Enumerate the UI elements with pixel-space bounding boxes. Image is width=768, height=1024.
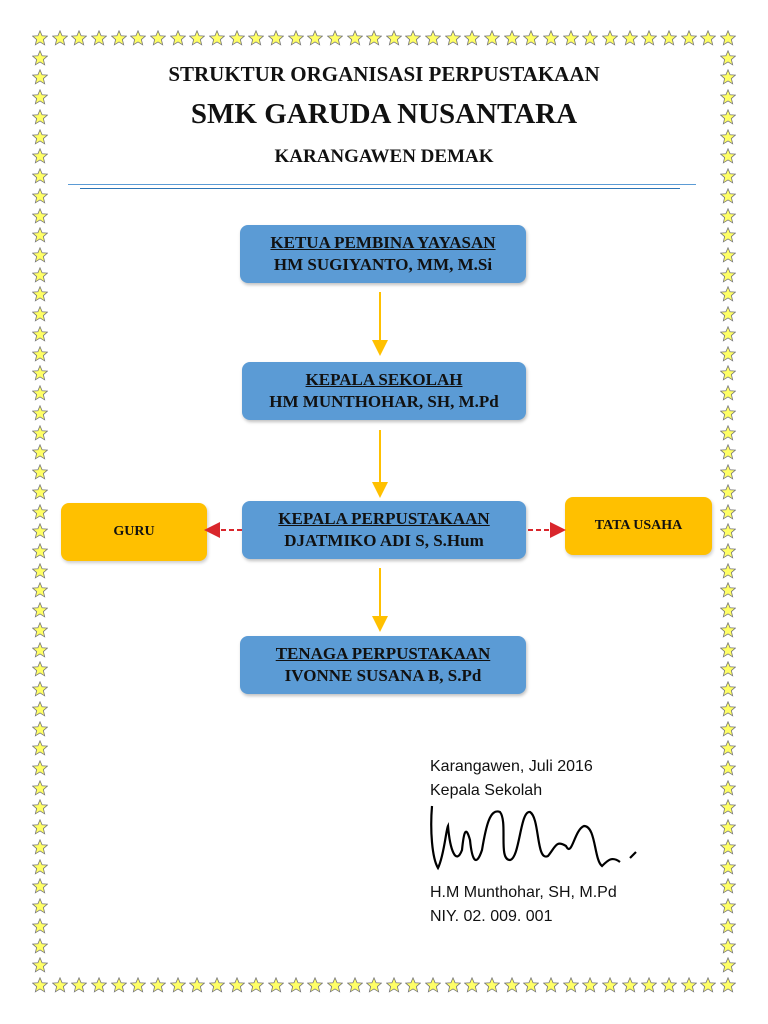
signature-mark (431, 806, 636, 868)
box-name: DJATMIKO ADI S, S.Hum (284, 531, 484, 550)
school-name: SMK GARUDA NUSANTARA (190, 98, 578, 130)
signature-name: H.M Munthohar, SH, M.Pd (430, 884, 617, 901)
box-title: TENAGA PERPUSTAKAAN (275, 644, 491, 663)
signature-role: Kepala Sekolah (430, 782, 543, 799)
box-name: IVONNE SUSANA B, S.Pd (284, 666, 482, 685)
signature-niy: NIY. 02. 009. 001 (430, 908, 553, 925)
box-title: KEPALA SEKOLAH (305, 370, 463, 389)
location: KARANGAWEN DEMAK (274, 146, 494, 167)
box-title: KETUA PEMBINA YAYASAN (270, 233, 496, 252)
box-name: HM SUGIYANTO, MM, M.Si (273, 255, 493, 274)
box-title: KEPALA PERPUSTAKAAN (278, 509, 490, 528)
signature-place-date: Karangawen, Juli 2016 (430, 758, 593, 775)
box-tata-usaha: TATA USAHA (565, 497, 712, 555)
box-guru: GURU (61, 503, 207, 561)
box-name: HM MUNTHOHAR, SH, M.Pd (269, 392, 499, 411)
title-line-1: STRUKTUR ORGANISASI PERPUSTAKAAN (168, 62, 600, 86)
